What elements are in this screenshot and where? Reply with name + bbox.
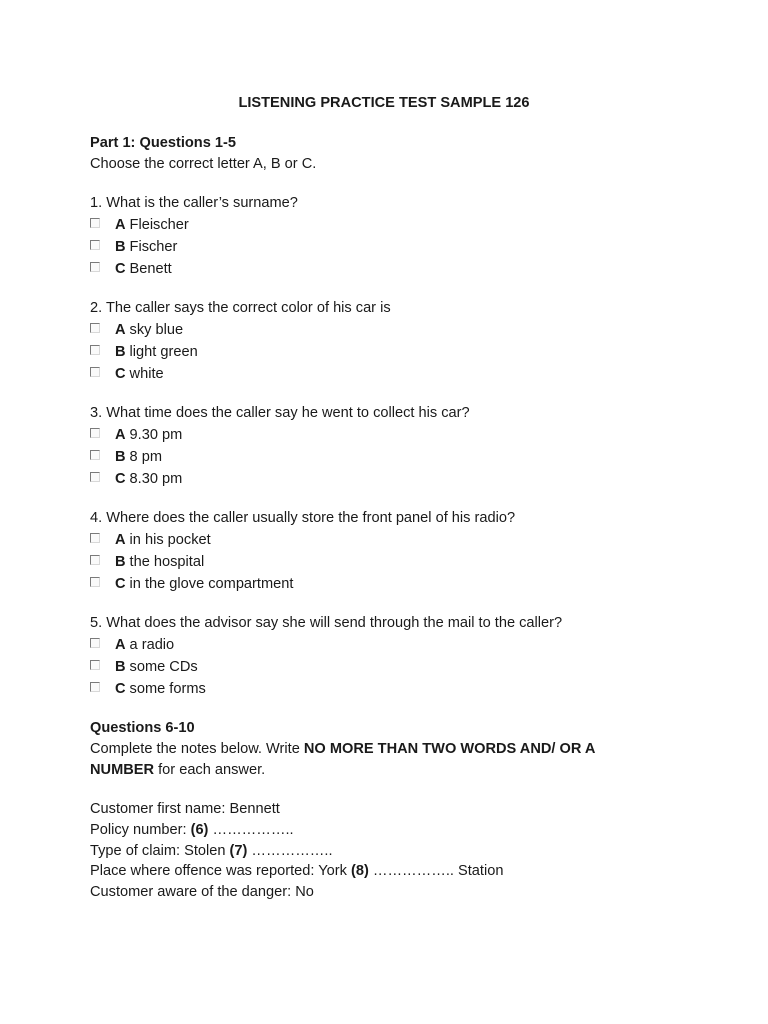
answer-option[interactable] [90,656,650,678]
question-text: 2. The caller says the correct color of his car is [90,300,391,316]
answer-option[interactable] [90,573,650,595]
question-text: 5. What does the advisor say she will send through the mail to the caller? [90,615,563,631]
checkbox-icon[interactable] [90,323,100,333]
answer-option[interactable] [90,678,650,700]
checkbox-icon[interactable] [90,638,100,648]
option-letter: B [115,344,126,360]
instruction-text: Complete the notes below. Write [90,741,304,757]
checkbox-icon[interactable] [90,660,100,670]
option-letter: C [115,681,126,697]
note-policy-number [90,820,650,841]
checkbox-icon[interactable] [90,262,100,272]
option-letter: A [115,637,126,653]
part2-heading: Questions 6-10 [90,720,195,736]
answer-option[interactable] [90,529,650,551]
checkbox-icon[interactable] [90,367,100,377]
answer-option[interactable] [90,424,650,446]
option-letter: B [115,449,126,465]
option-letter: A [115,322,126,338]
answer-blank: …………….. Station [368,863,504,880]
answer-option[interactable] [90,446,650,468]
option-text: the hospital [129,554,205,570]
checkbox-icon[interactable] [90,533,100,543]
answer-option[interactable] [90,551,650,573]
option-text: 9.30 pm [129,427,183,443]
checkbox-icon[interactable] [90,450,100,460]
option-text: Fleischer [129,217,189,233]
test-content [90,133,650,903]
option-letter: B [115,239,126,255]
checkbox-icon[interactable] [90,682,100,692]
option-letter: A [115,427,126,443]
instruction-emphasis: NO MORE THAN TWO WORDS AND/ OR A NUMBER [90,741,595,778]
option-text: Benett [129,261,172,277]
instruction-text-end: for each answer. [154,762,266,778]
option-text: light green [129,344,198,360]
part2-instruction [90,739,635,781]
checkbox-icon[interactable] [90,240,100,250]
part1-heading: Part 1: Questions 1-5 [90,135,236,151]
question-text: 4. Where does the caller usually store the front panel of his radio? [90,510,516,526]
option-letter: C [115,261,126,277]
question-text: 1. What is the caller’s surname? [90,195,298,211]
question-number: (7) [229,842,248,859]
option-text: some forms [129,681,206,697]
answer-option[interactable] [90,363,650,385]
question-number: (6) [190,821,209,838]
answer-blank: …………….. [208,821,294,838]
checkbox-icon[interactable] [90,345,100,355]
page-title: LISTENING PRACTICE TEST SAMPLE 126 [238,95,530,111]
option-text: 8.30 pm [129,471,183,487]
checkbox-icon[interactable] [90,428,100,438]
question-list [90,193,650,718]
option-text: in the glove compartment [129,576,294,592]
note-first-name: Customer first name: Bennett [90,801,280,817]
option-text: white [129,366,164,382]
answer-option[interactable] [90,634,650,656]
option-text: Fischer [129,239,178,255]
question-text: 3. What time does the caller say he went to collect his car? [90,405,470,421]
checkbox-icon[interactable] [90,555,100,565]
note-label: Place where offence was reported: York [90,863,351,880]
answer-option[interactable] [90,468,650,490]
option-letter: A [115,532,126,548]
option-letter: B [115,659,126,675]
answer-blank: …………….. [247,842,333,859]
answer-option[interactable] [90,236,650,258]
note-place-reported [90,861,650,882]
notes-section [90,799,650,903]
note-customer-aware: Customer aware of the danger: No [90,884,314,901]
note-label: Type of claim: Stolen [90,842,230,859]
answer-option[interactable] [90,319,650,341]
option-letter: C [115,366,126,382]
question-block [90,613,650,718]
option-letter: C [115,471,126,487]
option-letter: C [115,576,126,592]
option-text: some CDs [129,659,198,675]
answer-option[interactable] [90,341,650,363]
question-block [90,298,650,403]
option-text: 8 pm [129,449,162,465]
question-block [90,193,650,298]
checkbox-icon[interactable] [90,472,100,482]
note-claim-type [90,841,650,862]
answer-option[interactable] [90,214,650,236]
option-text: sky blue [129,322,184,338]
part1-instruction: Choose the correct letter A, B or C. [90,156,317,172]
note-label: Policy number: [90,821,191,838]
option-text: in his pocket [129,532,211,548]
question-number: (8) [350,863,369,880]
answer-option[interactable] [90,258,650,280]
checkbox-icon[interactable] [90,218,100,228]
checkbox-icon[interactable] [90,577,100,587]
question-block [90,403,650,508]
option-letter: B [115,554,126,570]
option-letter: A [115,217,126,233]
option-text: a radio [129,637,175,653]
question-block [90,508,650,613]
